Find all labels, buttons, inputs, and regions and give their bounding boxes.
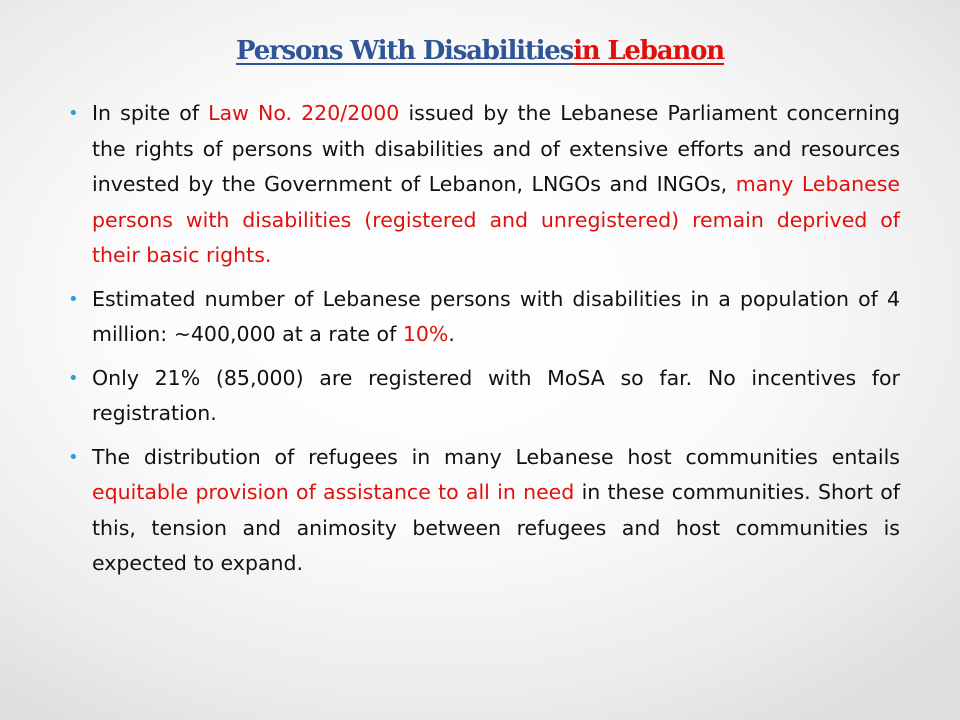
bullet-list [68,96,900,590]
bullet-dot-icon: • [68,446,79,468]
bullet-highlight: Law No. 220/2000 [208,101,400,125]
bullet-text: Estimated number of Lebanese persons with disabilities in a population of 4 million: ~400,000 at a rate of [92,286,900,346]
bullet-dot-icon: • [68,103,79,124]
bullet-highlight: equitable provision of assistance to all in need [92,480,575,504]
bullet-item-law [68,96,900,274]
title-part-blue: Persons With Disabilities [236,36,574,66]
bullet-text: In spite of [92,101,209,125]
bullet-dot-icon: • [68,367,79,389]
bullet-text: issued by the Lebanese Parliament concerning the rights of persons with disabilities and of extensive efforts and resources invested by the Government of Lebanon, LNGOs and INGOs, [92,101,900,196]
bullet-text: Only 21% (85,000) are registered with MoSA so far. No incentives for registration. [92,365,900,425]
bullet-highlight: 10% [402,322,449,346]
bullet-highlight: many Lebanese persons with disabilities (registered and unregistered) remain deprived of their basic rights. [92,172,900,267]
bullet-item-estimate [68,282,900,353]
bullet-item-refugees [68,440,900,582]
slide-title [0,36,960,66]
bullet-text: in these communities. Short of this, tension and animosity between refugees and host communities is expected to expand. [92,480,900,575]
bullet-item-registration [68,361,900,432]
title-part-red: in Lebanon [573,36,724,66]
bullet-dot-icon: • [68,288,79,310]
bullet-text: . [448,322,455,346]
bullet-text: The distribution of refugees in many Lebanese host communities entails [92,444,900,469]
